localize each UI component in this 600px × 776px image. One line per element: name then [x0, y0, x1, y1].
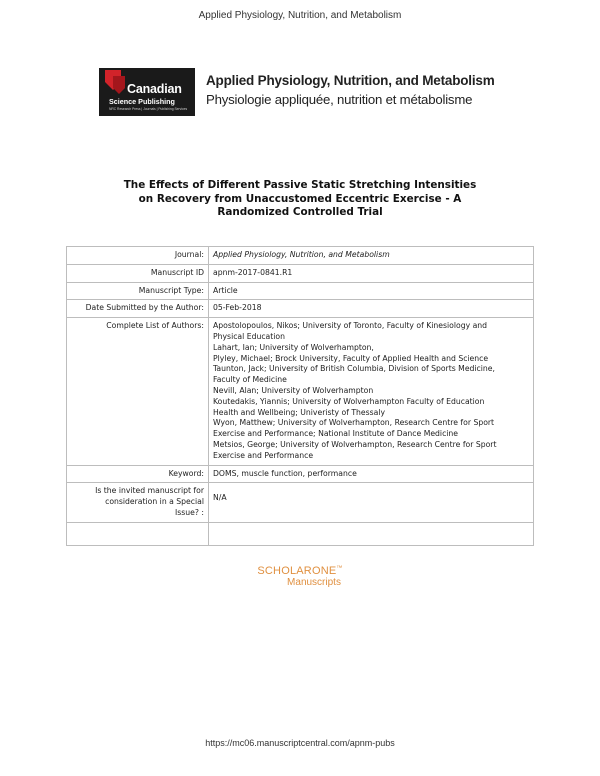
- author-line: Apostolopoulos, Nikos; University of Toronto, Faculty of Kinesiology and: [213, 321, 488, 331]
- author-line: Metsios, George; University of Wolverhampton, Research Centre for Sport: [213, 439, 497, 449]
- running-header: Applied Physiology, Nutrition, and Metabolism: [198, 10, 402, 21]
- special-issue-label-line: Is the invited manuscript for: [95, 486, 204, 496]
- manuscript-details-table: [66, 246, 534, 546]
- footer-url: https://mc06.manuscriptcentral.com/apnm-pubs: [205, 738, 395, 748]
- table-row: [67, 318, 534, 465]
- one-text: ONE: [311, 565, 337, 577]
- author-line: Health and Wellbeing; Univeristy of Thessaly: [213, 407, 386, 417]
- author-line: Wyon, Matthew; University of Wolverhampton, Research Centre for Sport: [213, 418, 495, 428]
- manuscript-type-label: Manuscript Type:: [67, 282, 209, 300]
- empty-cell: [67, 522, 209, 545]
- journal-title-english: Applied Physiology, Nutrition, and Metabolism: [206, 73, 495, 88]
- paper-title: [100, 179, 500, 220]
- journal-title-french: Physiologie appliquée, nutrition et métabolisme: [206, 92, 473, 107]
- author-line: Exercise and Performance; National Institute of Dance Medicine: [213, 429, 459, 439]
- table-row: [67, 300, 534, 318]
- author-line: Taunton, Jack; University of British Columbia, Division of Sports Medicine,: [213, 364, 495, 374]
- paper-title-line: on Recovery from Unaccustomed Eccentric Exercise - A: [138, 192, 462, 205]
- logo-line2: Science Publishing: [109, 97, 175, 106]
- special-issue-label: [67, 483, 209, 522]
- manuscripts-text: Manuscripts: [287, 577, 341, 588]
- author-line: Exercise and Performance: [213, 450, 314, 460]
- paper-title-line: Randomized Controlled Trial: [217, 206, 383, 218]
- journal-label: Journal:: [67, 247, 209, 265]
- journal-value: [209, 247, 534, 265]
- csp-logo: [99, 68, 195, 116]
- author-line: Physical Education: [213, 331, 285, 341]
- special-issue-label-line: Issue? :: [175, 507, 204, 517]
- authors-label: Complete List of Authors:: [67, 318, 209, 465]
- scholarone-wordmark: [0, 565, 600, 577]
- empty-cell: [209, 522, 534, 545]
- special-issue-value-text: N/A: [213, 493, 227, 503]
- date-submitted-label: Date Submitted by the Author:: [67, 300, 209, 318]
- scholar-text: SCHOLAR: [257, 565, 312, 577]
- journal-masthead: [99, 68, 519, 116]
- scholarone-logo: [0, 565, 600, 588]
- table-row: [67, 282, 534, 300]
- logo-line1: Canadian: [127, 82, 182, 96]
- author-line: Plyley, Michael; Brock University, Faculty of Applied Health and Science: [213, 353, 489, 363]
- date-submitted-value: 05-Feb-2018: [209, 300, 534, 318]
- keyword-value: DOMS, muscle function, performance: [209, 465, 534, 483]
- journal-value-text: Applied Physiology, Nutrition, and Metabolism: [213, 250, 390, 259]
- trademark-symbol: ™: [336, 565, 343, 572]
- table-row: [67, 483, 534, 522]
- logo-line3: NRC Research Press | Journals | Publishing Services: [109, 107, 188, 111]
- table-row: [67, 247, 534, 265]
- authors-list: [209, 318, 534, 465]
- manuscript-id-label: Manuscript ID: [67, 264, 209, 282]
- table-row: [67, 465, 534, 483]
- author-line: Koutedakis, Yiannis; University of Wolverhampton Faculty of Education: [213, 396, 485, 406]
- special-issue-label-line: consideration in a Special: [105, 497, 204, 507]
- keyword-label: Keyword:: [67, 465, 209, 483]
- manuscript-id-value: apnm-2017-0841.R1: [209, 264, 534, 282]
- paper-title-line: The Effects of Different Passive Static Stretching Intensities: [123, 179, 477, 191]
- table-row: [67, 264, 534, 282]
- special-issue-value: [209, 483, 534, 522]
- author-line: Faculty of Medicine: [213, 375, 287, 385]
- author-line: Lahart, Ian; University of Wolverhampton,: [213, 342, 374, 352]
- table-row: [67, 522, 534, 545]
- author-line: Nevill, Alan; University of Wolverhampton: [213, 385, 374, 395]
- manuscript-type-value: Article: [209, 282, 534, 300]
